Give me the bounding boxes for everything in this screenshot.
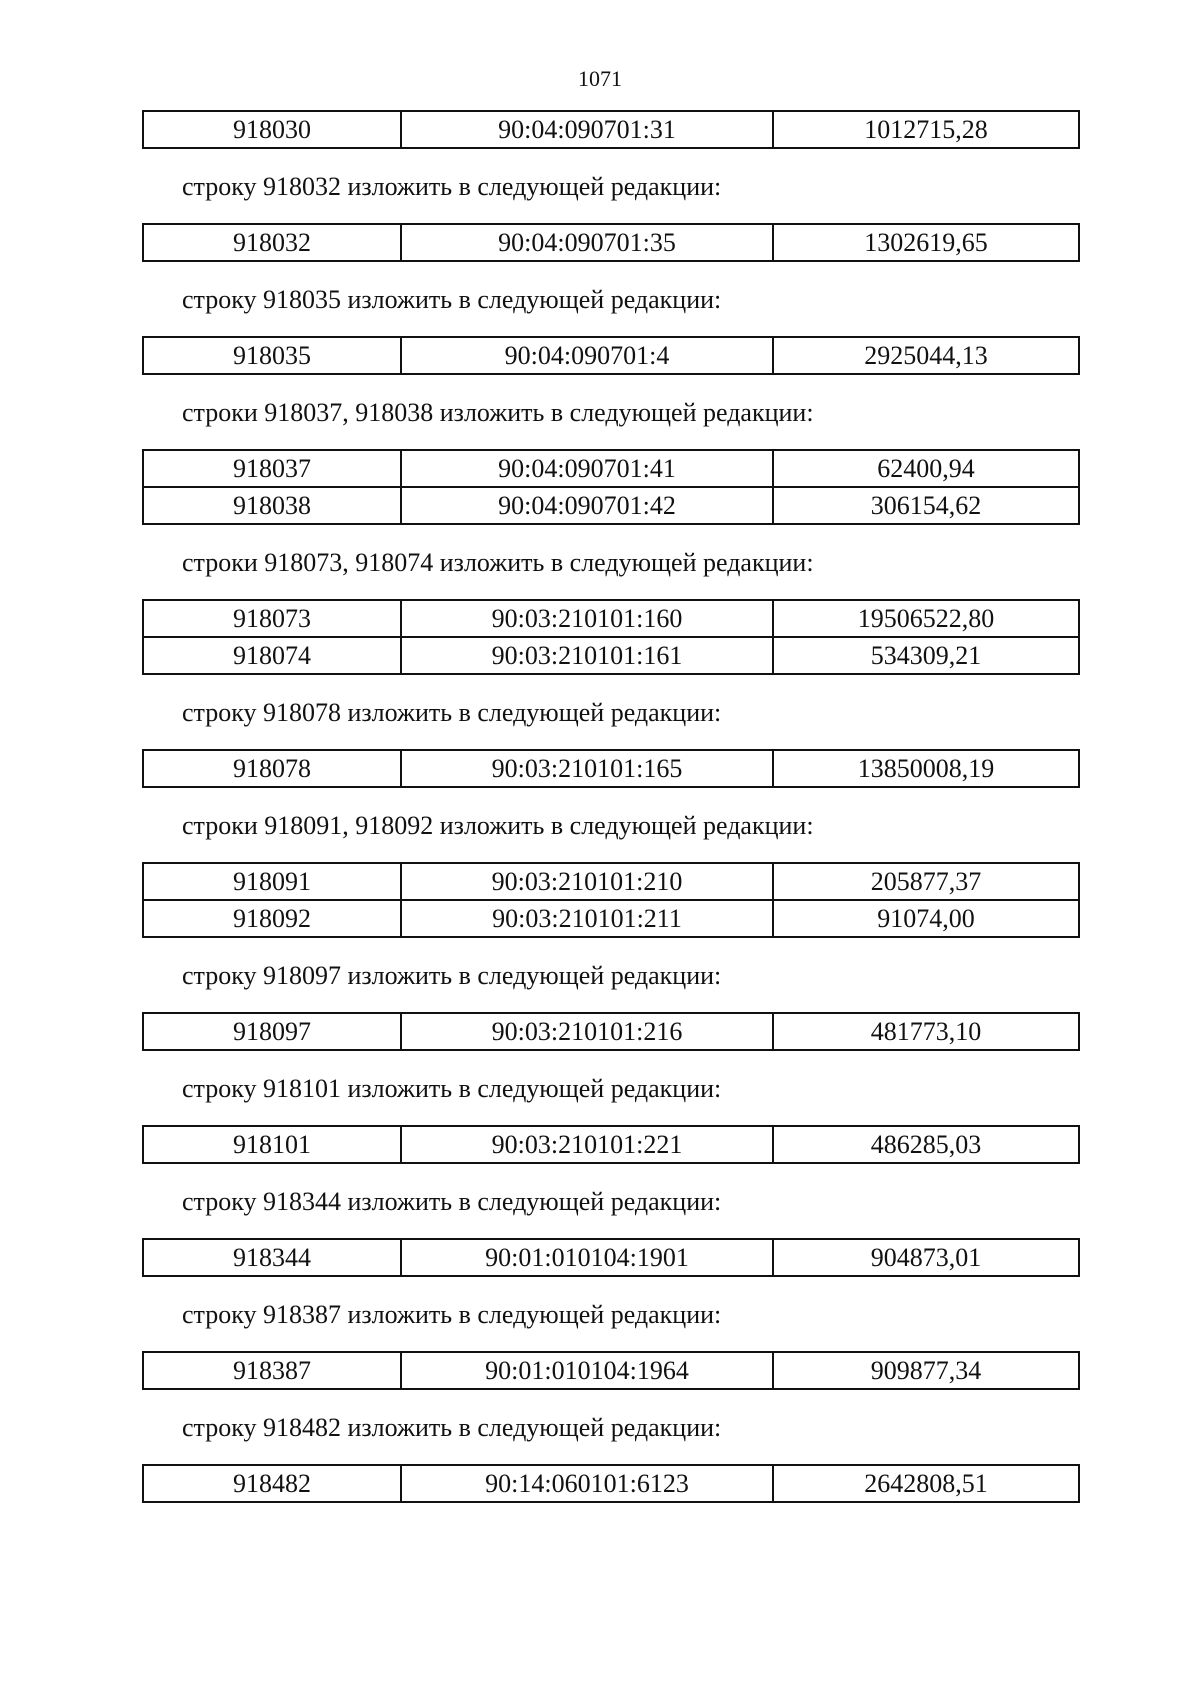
amendment-table: [142, 862, 1080, 938]
amendment-instruction: строки 918037, 918038 изложить в следующей редакции:: [182, 398, 814, 427]
row-number-cell: 918344: [143, 1239, 401, 1276]
amendment-table: [142, 110, 1080, 149]
amendment-instruction: строку 918482 изложить в следующей редакции:: [182, 1413, 722, 1442]
value-cell: 62400,94: [773, 450, 1079, 487]
amendment-instruction: строку 918078 изложить в следующей редакции:: [182, 698, 722, 727]
row-number-cell: 918097: [143, 1013, 401, 1050]
row-number-cell: 918038: [143, 487, 401, 524]
cadastral-number-cell: 90:03:210101:216: [401, 1013, 773, 1050]
amendment-table: [142, 599, 1080, 675]
cadastral-number-cell: 90:04:090701:35: [401, 224, 773, 261]
page-number: 1071: [578, 66, 622, 91]
row-number-cell: 918074: [143, 637, 401, 674]
value-cell: 481773,10: [773, 1013, 1079, 1050]
cadastral-number-cell: 90:04:090701:41: [401, 450, 773, 487]
table-row: [143, 224, 1079, 261]
row-number-cell: 918482: [143, 1465, 401, 1502]
table-row: [143, 1239, 1079, 1276]
amendment-table: [142, 1012, 1080, 1051]
amendment-instruction: строки 918091, 918092 изложить в следующей редакции:: [182, 811, 814, 840]
amendment-table: [142, 223, 1080, 262]
amendment-table: [142, 1464, 1080, 1503]
cadastral-number-cell: 90:04:090701:31: [401, 111, 773, 148]
value-cell: 13850008,19: [773, 750, 1079, 787]
amendment-table: [142, 1125, 1080, 1164]
amendment-table: [142, 1351, 1080, 1390]
table-row: [143, 1352, 1079, 1389]
amendment-instruction: строку 918097 изложить в следующей редакции:: [182, 961, 722, 990]
cadastral-number-cell: 90:04:090701:4: [401, 337, 773, 374]
row-number-cell: 918387: [143, 1352, 401, 1389]
table-row: [143, 337, 1079, 374]
amendment-table: [142, 449, 1080, 525]
cadastral-number-cell: 90:03:210101:221: [401, 1126, 773, 1163]
value-cell: 91074,00: [773, 900, 1079, 937]
amendment-instruction: строку 918101 изложить в следующей редакции:: [182, 1074, 722, 1103]
table-row: [143, 450, 1079, 487]
value-cell: 19506522,80: [773, 600, 1079, 637]
row-number-cell: 918037: [143, 450, 401, 487]
table-row: [143, 600, 1079, 637]
amendment-table: [142, 1238, 1080, 1277]
value-cell: 534309,21: [773, 637, 1079, 674]
value-cell: 2925044,13: [773, 337, 1079, 374]
amendment-instruction: строки 918073, 918074 изложить в следующей редакции:: [182, 548, 814, 577]
table-row: [143, 1013, 1079, 1050]
cadastral-number-cell: 90:03:210101:161: [401, 637, 773, 674]
table-row: [143, 1465, 1079, 1502]
cadastral-number-cell: 90:01:010104:1964: [401, 1352, 773, 1389]
table-row: [143, 900, 1079, 937]
value-cell: 205877,37: [773, 863, 1079, 900]
table-row: [143, 863, 1079, 900]
amendment-instruction: строку 918035 изложить в следующей редакции:: [182, 285, 722, 314]
value-cell: 306154,62: [773, 487, 1079, 524]
row-number-cell: 918078: [143, 750, 401, 787]
amendment-table: [142, 336, 1080, 375]
table-row: [143, 637, 1079, 674]
table-row: [143, 1126, 1079, 1163]
cadastral-number-cell: 90:14:060101:6123: [401, 1465, 773, 1502]
value-cell: 486285,03: [773, 1126, 1079, 1163]
cadastral-number-cell: 90:03:210101:165: [401, 750, 773, 787]
document-body: [142, 110, 1078, 1503]
value-cell: 1302619,65: [773, 224, 1079, 261]
value-cell: 904873,01: [773, 1239, 1079, 1276]
amendment-instruction: строку 918387 изложить в следующей редакции:: [182, 1300, 722, 1329]
amendment-table: [142, 749, 1080, 788]
row-number-cell: 918092: [143, 900, 401, 937]
table-row: [143, 487, 1079, 524]
cadastral-number-cell: 90:03:210101:211: [401, 900, 773, 937]
row-number-cell: 918101: [143, 1126, 401, 1163]
row-number-cell: 918035: [143, 337, 401, 374]
value-cell: 909877,34: [773, 1352, 1079, 1389]
cadastral-number-cell: 90:01:010104:1901: [401, 1239, 773, 1276]
table-row: [143, 750, 1079, 787]
row-number-cell: 918030: [143, 111, 401, 148]
cadastral-number-cell: 90:04:090701:42: [401, 487, 773, 524]
amendment-instruction: строку 918344 изложить в следующей редакции:: [182, 1187, 722, 1216]
value-cell: 2642808,51: [773, 1465, 1079, 1502]
row-number-cell: 918073: [143, 600, 401, 637]
row-number-cell: 918032: [143, 224, 401, 261]
value-cell: 1012715,28: [773, 111, 1079, 148]
amendment-instruction: строку 918032 изложить в следующей редакции:: [182, 172, 722, 201]
cadastral-number-cell: 90:03:210101:210: [401, 863, 773, 900]
cadastral-number-cell: 90:03:210101:160: [401, 600, 773, 637]
table-row: [143, 111, 1079, 148]
row-number-cell: 918091: [143, 863, 401, 900]
